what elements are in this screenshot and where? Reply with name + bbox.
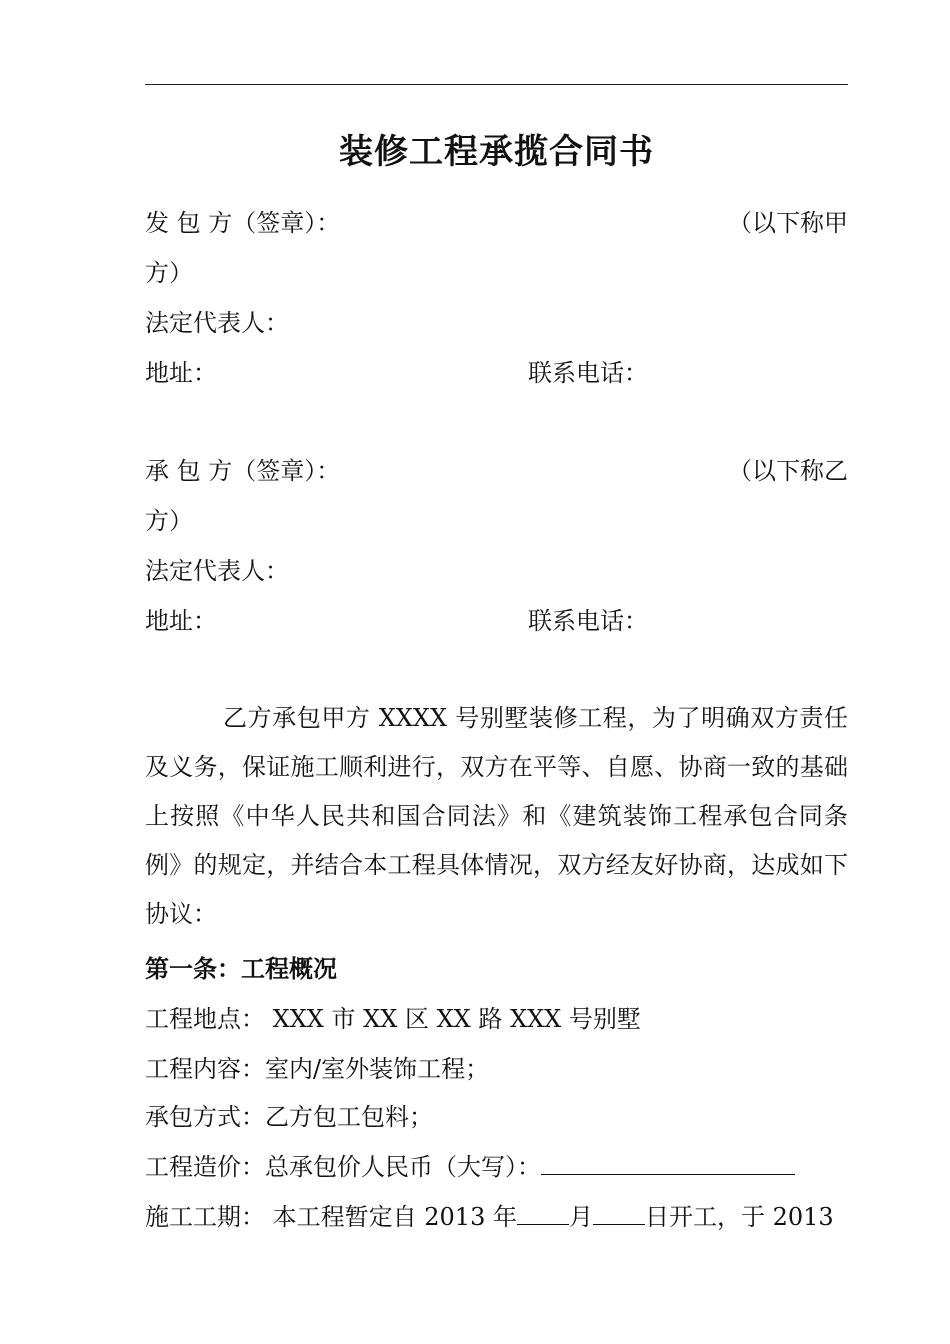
project-price-row xyxy=(145,1152,795,1182)
project-price-label: 工程造价：总承包价人民币（大写）： xyxy=(145,1153,541,1181)
party-a-alias: （以下称甲 xyxy=(728,209,848,237)
price-blank[interactable] xyxy=(541,1152,795,1175)
party-b-alias: （以下称乙 xyxy=(728,457,848,485)
period-prefix: 施工工期： 本工程暂定自 2013 年 xyxy=(145,1203,517,1231)
period-month: 月 xyxy=(568,1203,593,1231)
party-a-alias-cont: 方） xyxy=(145,259,193,287)
project-location: 工程地点： XXX 市 XX 区 XX 路 XXX 号别墅 xyxy=(145,1005,641,1033)
party-b-label: 承 包 方（签章）： xyxy=(145,457,341,485)
month-blank[interactable] xyxy=(517,1202,569,1225)
article-1-heading: 第一条：工程概况 xyxy=(145,955,337,983)
contract-method: 承包方式：乙方包工包料； xyxy=(145,1103,433,1131)
intro-line: 乙方承包甲方 XXXX 号别墅装修工程，为了明确双方责任 xyxy=(223,704,848,732)
intro-line: 协议： xyxy=(145,900,217,928)
intro-paragraph xyxy=(145,694,848,939)
period-day: 日开工，于 2013 xyxy=(644,1203,834,1231)
party-b-phone: 联系电话： xyxy=(528,607,648,635)
construction-period-row xyxy=(145,1202,848,1232)
intro-line: 例》的规定，并结合本工程具体情况，双方经友好协商，达成如下 xyxy=(145,851,848,879)
party-b-representative: 法定代表人： xyxy=(145,557,289,585)
party-a-label: 发 包 方（签章）： xyxy=(145,209,341,237)
party-b-address: 地址： xyxy=(145,607,217,635)
header-rule xyxy=(145,84,848,85)
page-title: 装修工程承揽合同书 xyxy=(339,132,654,172)
party-a-phone: 联系电话： xyxy=(528,359,648,387)
intro-line: 上按照《中华人民共和国合同法》和《建筑装饰工程承包合同条 xyxy=(145,802,848,830)
party-b-alias-cont: 方） xyxy=(145,507,193,535)
project-content: 工程内容：室内/室外装饰工程； xyxy=(145,1055,490,1083)
intro-line: 及义务，保证施工顺利进行，双方在平等、自愿、协商一致的基础 xyxy=(145,753,848,781)
party-a-address: 地址： xyxy=(145,359,217,387)
day-blank[interactable] xyxy=(593,1202,645,1225)
party-a-representative: 法定代表人： xyxy=(145,309,289,337)
